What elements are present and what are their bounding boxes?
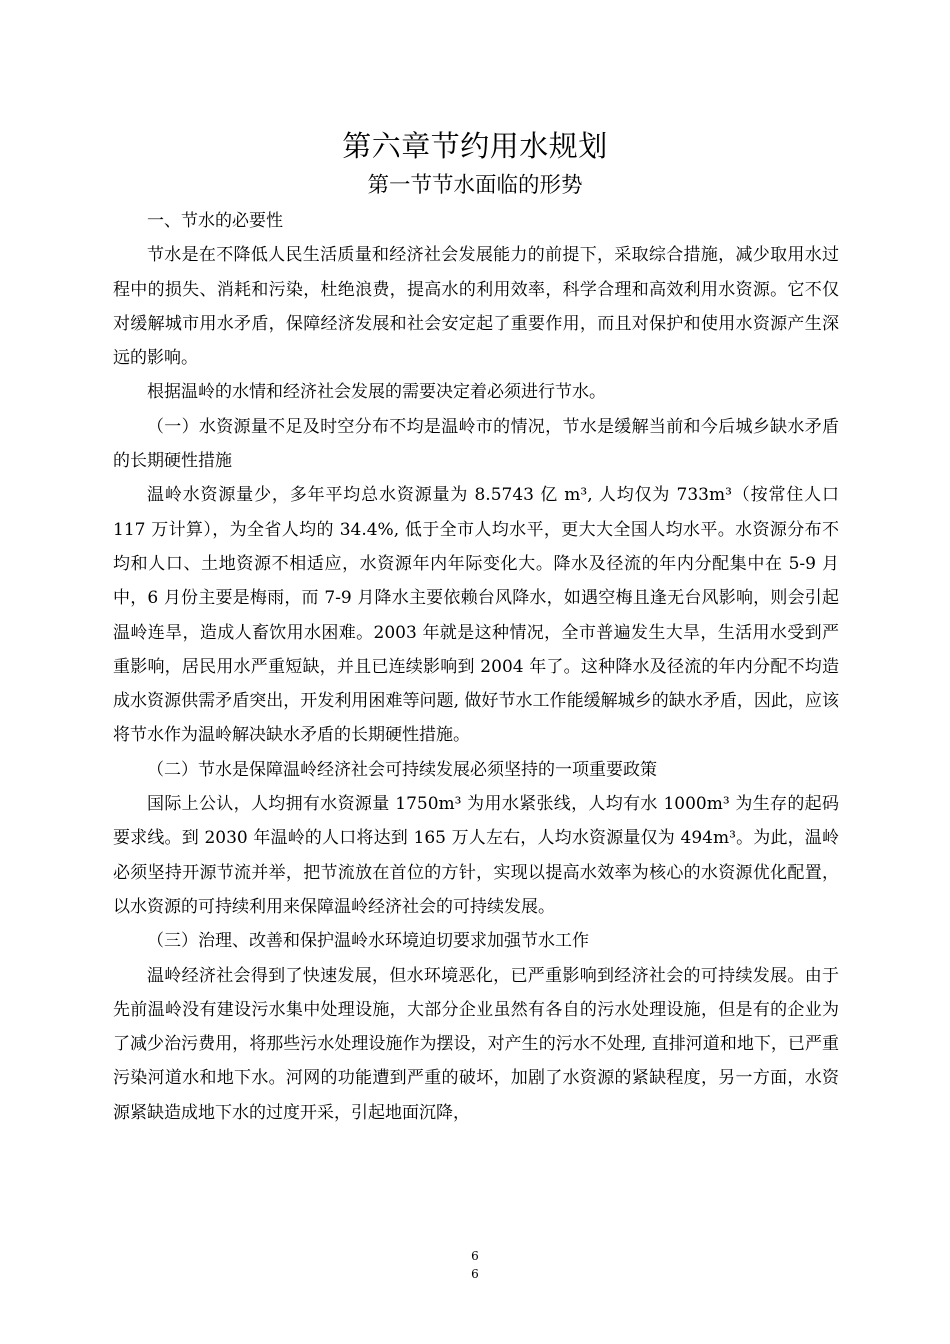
page-number: 6: [471, 1249, 479, 1263]
paragraph-definition: 节水是在不降低人民生活质量和经济社会发展能力的前提下，采取综合措施，减少取用水过程中的损失、消耗和污染，杜绝浪费，提高水的利用效率，科学合理和高效利用水资源。它不仅对缓解城市用水矛盾，保障经济发展和社会安定起了重要作用，而且对保护和使用水资源产生深远的影响。: [113, 245, 839, 369]
paragraph-environment: 温岭经济社会得到了快速发展，但水环境恶化，已严重影响到经济社会的可持续发展。由于先前温岭没有建设污水集中处理设施，大部分企业虽然有各自的污水处理设施，但是有的企业为了减少治污费用，将那些污水处理设施作为摆设，对产生的污水不处理, 直排河道和地下，已严重污染河道水和地下水。河网的功能遭到严重的破坏，加剧了水资源的紧缺程度，另一方面，水资源紧缺造成地下水的过度开采，引起地面沉降，: [113, 965, 839, 1123]
page-number-repeat: 6: [471, 1267, 479, 1281]
paragraph-resources: 温岭水资源量少，多年平均总水资源量为 8.5743 亿 m³, 人均仅为 733m³（按常住人口 117 万计算），为全省人均的 34.4%, 低于全市人均水平，更大大全国人均水平。水资源分布不均和人口、土地资源不相适应，水资源年内年际变化大。降水及径流的年内分配集中在 5-9 月中，6 月份主要是梅雨，而 7-9 月降水主要依赖台风降水，如遇空梅且逢无台风影响，则会引起温岭连旱，造成人畜饮用水困难。2003 年就是这种情况，全市普遍发生大旱，生活用水受到严重影响，居民用水严重短缺，并且已连续影响到 2004 年了。这种降水及径流的年内分配不均造成水资源供需矛盾突出，开发利用困难等问题, 做好节水工作能缓解城乡的缺水矛盾，因此，应该将节水作为温岭解决缺水矛盾的长期硬性措施。: [113, 485, 839, 746]
paragraph-intro: 根据温岭的水情和经济社会发展的需要决定着必须进行节水。: [147, 382, 606, 403]
subheading-two: （二）节水是保障温岭经济社会可持续发展必须坚持的一项重要政策: [147, 759, 657, 780]
section-title: 第一节节水面临的形势: [367, 173, 583, 198]
chapter-title: 第六章节约用水规划: [342, 129, 608, 163]
subheading-one: （一）水资源量不足及时空分布不均是温岭市的情况，节水是缓解当前和今后城乡缺水矛盾的长期硬性措施: [113, 416, 839, 472]
subheading-three: （三）治理、改善和保护温岭水环境迫切要求加强节水工作: [147, 931, 589, 952]
paragraph-policy: 国际上公认，人均拥有水资源量 1750m³ 为用水紧张线，人均有水 1000m³ 为生存的起码要求线。到 2030 年温岭的人口将达到 165 万人左右，人均水资源量仅为 494m³。为此，温岭必须坚持开源节流并举，把节流放在首位的方针，实现以提高水效率为核心的水资源优化配置，以水资源的可持续利用来保障温岭经济社会的可持续发展。: [113, 794, 839, 917]
document-body: [113, 204, 839, 1130]
subheading-necessity: 一、节水的必要性: [147, 211, 283, 231]
